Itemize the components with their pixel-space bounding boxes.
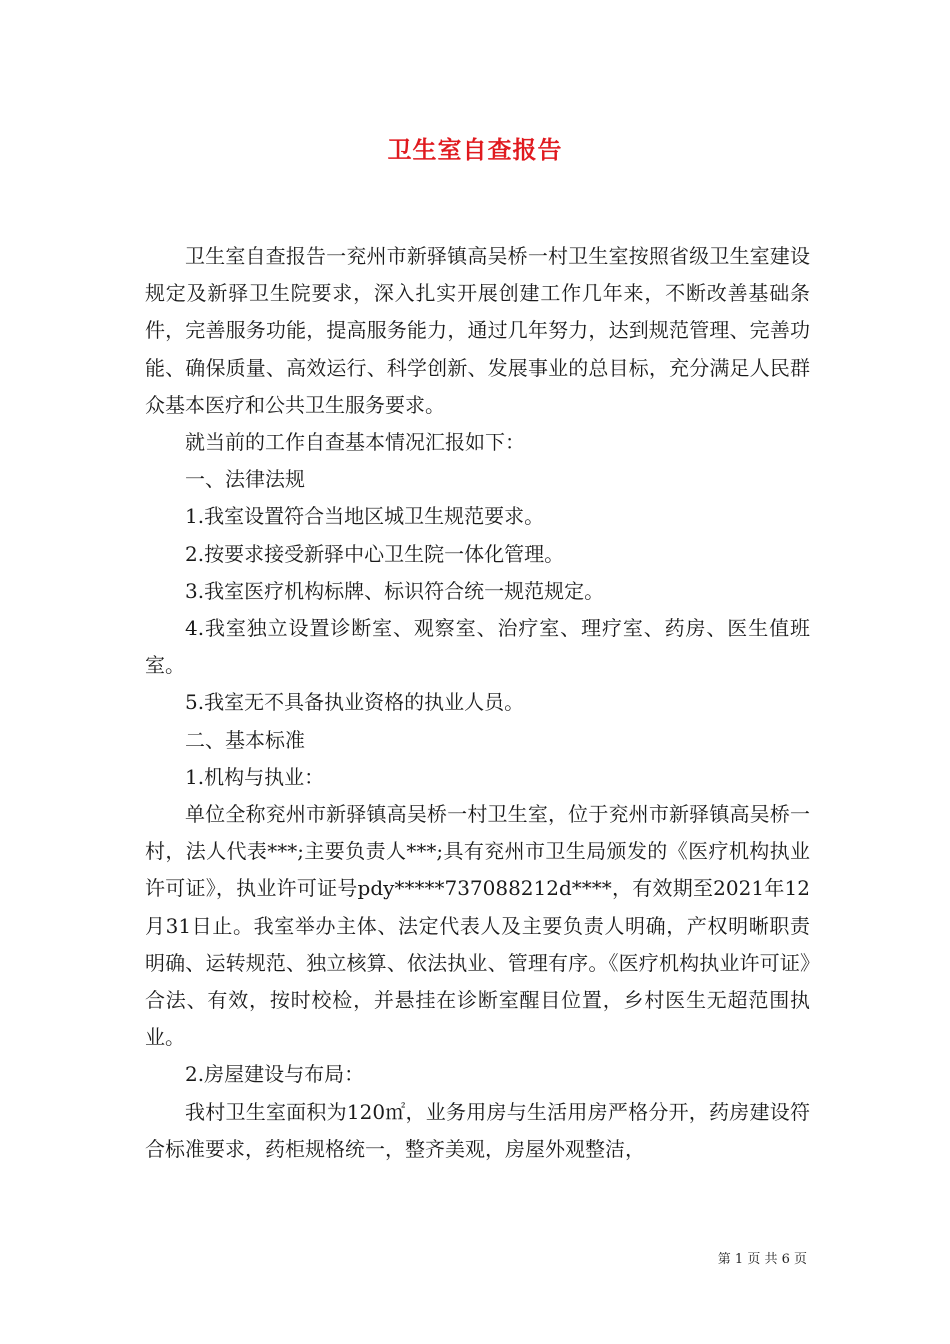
section-heading-laws: 一、法律法规 bbox=[185, 467, 305, 492]
list-item: 2.按要求接受新驿中心卫生院一体化管理。 bbox=[185, 541, 565, 566]
paragraph-building: 我村卫生室面积为120㎡，业务用房与生活用房严格分开，药房建设符合标准要求，药柜规格统一，整齐美观，房屋外观整洁， bbox=[145, 1099, 810, 1161]
list-item: 1.我室设置符合当地区城卫生规范要求。 bbox=[185, 504, 545, 529]
document-body bbox=[145, 238, 810, 1168]
page-number-footer: 第 1 页 共 6 页 bbox=[717, 1252, 807, 1267]
paragraph-institution: 单位全称兖州市新驿镇高吴桥一村卫生室，位于兖州市新驿镇高吴桥一村，法人代表***;主要负责人***;具有兖州市卫生局颁发的《医疗机构执业许可证》，执业许可证号pdy*****737088212d****，有效期至2021年12月31日止。我室举办主体、法定代表人及主要负责人明确，产权明晰职责明确、运转规范、独立核算、依法执业、管理有序。《医疗机构执业许可证》合法、有效，按时校检，并悬挂在诊断室醒目位置，乡村医生无超范围执业。 bbox=[145, 802, 810, 1050]
list-item: 4.我室独立设置诊断室、观察室、治疗室、理疗室、药房、医生值班室。 bbox=[145, 616, 810, 678]
section-heading-standards: 二、基本标准 bbox=[185, 727, 305, 752]
paragraph-summary: 就当前的工作自查基本情况汇报如下： bbox=[185, 430, 525, 455]
subsection-heading-institution: 1.机构与执业： bbox=[185, 764, 325, 789]
paragraph-intro: 卫生室自查报告一兖州市新驿镇高吴桥一村卫生室按照省级卫生室建设规定及新驿卫生院要求，深入扎实开展创建工作几年来，不断改善基础条件，完善服务功能，提高服务能力，通过几年努力，达到规范管理、完善功能、确保质量、高效运行、科学创新、发展事业的总目标，充分满足人民群众基本医疗和公共卫生服务要求。 bbox=[145, 244, 810, 417]
document-title: 卫生室自查报告 bbox=[387, 135, 563, 164]
list-item: 3.我室医疗机构标牌、标识符合统一规范规定。 bbox=[185, 578, 605, 603]
list-item: 5.我室无不具备执业资格的执业人员。 bbox=[185, 690, 525, 715]
subsection-heading-building: 2.房屋建设与布局： bbox=[185, 1062, 365, 1087]
